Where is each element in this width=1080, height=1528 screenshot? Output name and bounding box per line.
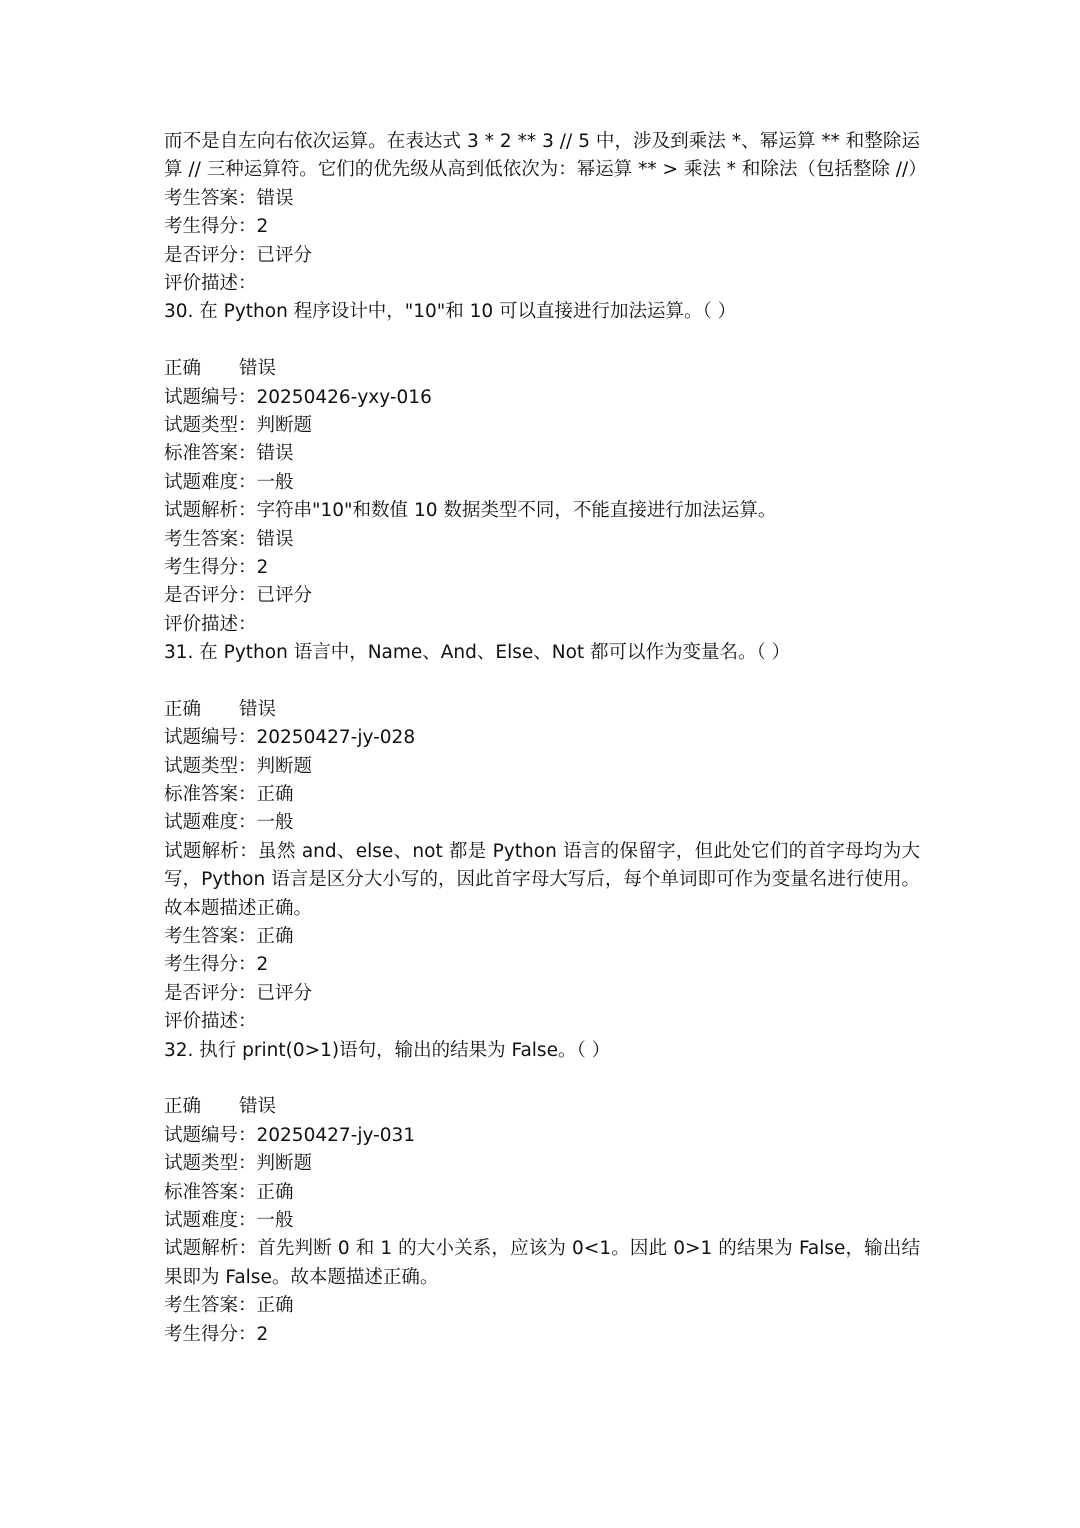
option-true: 正确 xyxy=(164,358,202,380)
evaluation-comment: 评价描述： xyxy=(164,272,257,294)
question-32-title: 32. 执行 print(0>1)语句，输出的结果为 False。（ ） xyxy=(164,1039,611,1061)
evaluation-comment: 评价描述： xyxy=(164,1011,257,1033)
option-false: 错误 xyxy=(239,698,277,720)
question-id: 试题编号：20250426-yxy-016 xyxy=(164,386,432,408)
spacer xyxy=(164,667,920,695)
spacer xyxy=(164,1065,920,1093)
question-difficulty: 试题难度：一般 xyxy=(164,471,294,493)
graded-status: 是否评分：已评分 xyxy=(164,585,313,607)
question-31-title: 31. 在 Python 语言中，Name、And、Else、Not 都可以作为变量名。（ ） xyxy=(164,642,791,664)
question-analysis: 试题解析：首先判断 0 和 1 的大小关系，应该为 0<1。因此 0>1 的结果为 False，输出结果即为 False。故本题描述正确。 xyxy=(164,1238,920,1288)
graded-status: 是否评分：已评分 xyxy=(164,982,313,1004)
question-type: 试题类型：判断题 xyxy=(164,414,313,436)
spacer xyxy=(164,327,920,355)
student-answer: 考生答案：正确 xyxy=(164,1295,294,1317)
student-answer: 考生答案：正确 xyxy=(164,926,294,948)
question-difficulty: 试题难度：一般 xyxy=(164,1209,294,1231)
explanation-continuation: 而不是自左向右依次运算。在表达式 3 * 2 ** 3 // 5 中，涉及到乘法 *、幂运算 ** 和整除运算 // 三种运算符。它们的优先级从高到低依次为：幂运算 ** > 乘法 * 和除法（包括整除 //） xyxy=(164,131,927,181)
question-30-options xyxy=(164,355,920,383)
student-answer: 考生答案：错误 xyxy=(164,187,294,209)
option-true: 正确 xyxy=(164,698,202,720)
question-31-options xyxy=(164,696,920,724)
standard-answer: 标准答案：错误 xyxy=(164,443,294,465)
student-score: 考生得分：2 xyxy=(164,216,269,238)
question-analysis: 试题解析：虽然 and、else、not 都是 Python 语言的保留字，但此处它们的首字母均为大写，Python 语言是区分大小写的，因此首字母大写后，每个单词即可作为变量名进行使用。故本题描述正确。 xyxy=(164,840,920,919)
student-score: 考生得分：2 xyxy=(164,954,269,976)
evaluation-comment: 评价描述： xyxy=(164,613,257,635)
option-true: 正确 xyxy=(164,1096,202,1118)
standard-answer: 标准答案：正确 xyxy=(164,1181,294,1203)
option-false: 错误 xyxy=(239,358,277,380)
student-answer: 考生答案：错误 xyxy=(164,528,294,550)
student-score: 考生得分：2 xyxy=(164,556,269,578)
question-type: 试题类型：判断题 xyxy=(164,755,313,777)
question-analysis: 试题解析：字符串"10"和数值 10 数据类型不同，不能直接进行加法运算。 xyxy=(164,500,777,522)
graded-status: 是否评分：已评分 xyxy=(164,244,313,266)
standard-answer: 标准答案：正确 xyxy=(164,784,294,806)
exam-document xyxy=(164,128,927,1349)
question-30-title: 30. 在 Python 程序设计中，"10"和 10 可以直接进行加法运算。（ ） xyxy=(164,301,737,323)
question-id: 试题编号：20250427-jy-031 xyxy=(164,1124,416,1146)
question-difficulty: 试题难度：一般 xyxy=(164,812,294,834)
question-type: 试题类型：判断题 xyxy=(164,1153,313,1175)
option-false: 错误 xyxy=(239,1096,277,1118)
question-id: 试题编号：20250427-jy-028 xyxy=(164,727,416,749)
question-32-options xyxy=(164,1093,920,1121)
student-score: 考生得分：2 xyxy=(164,1323,269,1345)
